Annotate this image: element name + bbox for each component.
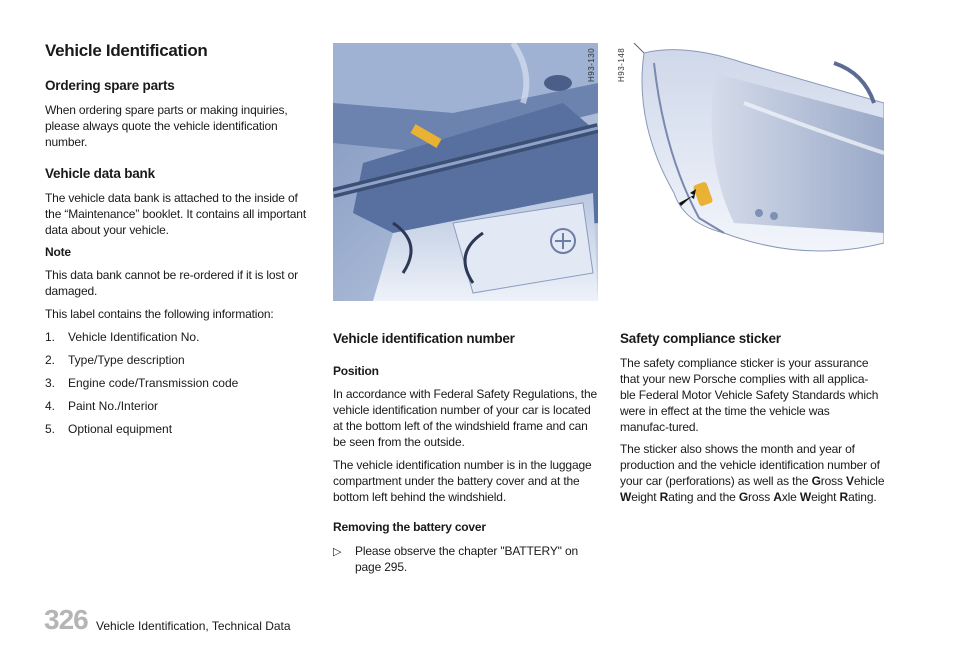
bullet-arrow-icon: ▷ — [333, 546, 342, 558]
sticker-text-2: The sticker also shows the month and year of production and the vehicle identification number of your car (perforations) as well as the Gross Vehicle Weight Rating and the Gross Axle Weight Rating. — [620, 442, 885, 504]
page-number: 326 — [44, 604, 88, 635]
battery-compartment-illustration — [333, 43, 598, 301]
label-intro: This label contains the following information: — [45, 307, 274, 321]
image-code-right: H93-148 — [617, 47, 626, 82]
note-heading: Note — [45, 245, 71, 259]
door-sticker-illustration — [624, 43, 884, 301]
image-code-left: H93-130 — [587, 47, 596, 82]
battery-heading: Removing the battery cover — [333, 520, 486, 534]
battery-text: Please observe the chapter "BATTERY" on page 295. — [355, 544, 579, 574]
ordering-text: When ordering spare parts or making inquiries, please always quote the vehicle identification number. — [45, 103, 288, 149]
sticker-heading: Safety compliance sticker — [620, 331, 781, 346]
vin-heading: Vehicle identification number — [333, 331, 515, 346]
databank-heading: Vehicle data bank — [45, 166, 155, 181]
position-text: In accordance with Federal Safety Regulations, the vehicle identification number of your car is located at the bottom left of the windshield frame and can be seen from the outside. — [333, 387, 597, 449]
footer-section: Vehicle Identification, Technical Data — [96, 619, 291, 633]
sticker-text: The safety compliance sticker is your assurance that your new Porsche complies with all applica-ble Federal Motor Vehicle Safety Standards which were in effect at the time the vehicle was manufac-tured. — [620, 356, 879, 434]
ordering-heading: Ordering spare parts — [45, 78, 175, 93]
luggage-text: The vehicle identification number is in the luggage compartment under the battery cover and at the bottom left behind the windshield. — [333, 458, 592, 504]
note-text: This data bank cannot be re-ordered if it is lost or damaged. — [45, 268, 299, 298]
position-heading: Position — [333, 364, 379, 378]
page-title: Vehicle Identification — [45, 41, 208, 60]
databank-text: The vehicle data bank is attached to the inside of the “Maintenance” booklet. It contains all important data about your vehicle. — [45, 191, 307, 237]
